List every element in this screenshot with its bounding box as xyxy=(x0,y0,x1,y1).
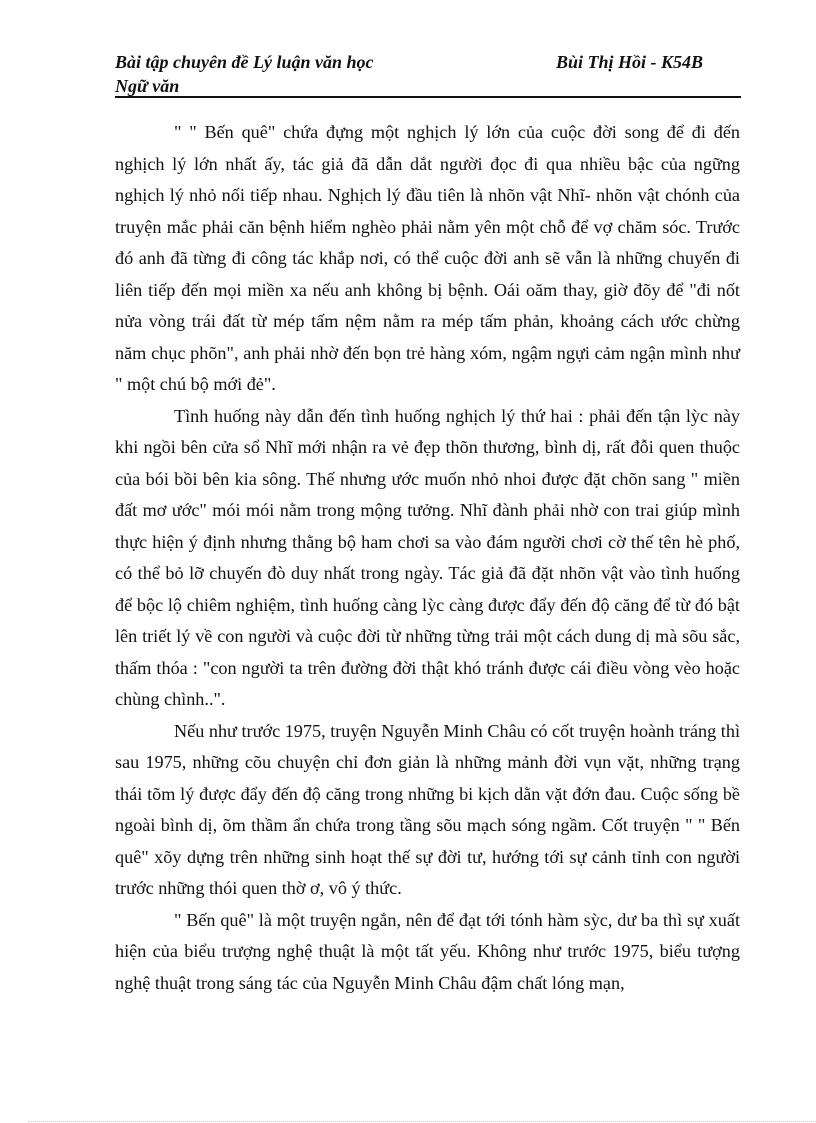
paragraph-4: " Bến quê" là một truyện ngắn, nên để đạt tới tónh hàm sỳc, dư ba thì sự xuất hiện của biểu trượng nghệ thuật là một tất yếu. Không như trước 1975, biểu tượng nghệ thuật trong sáng tác của Nguyễn Minh Châu đậm chất lóng mạn, xyxy=(115,909,740,993)
page-header xyxy=(115,48,741,98)
author-name: Bùi Thị Hồi - K54B xyxy=(556,52,704,72)
document-body xyxy=(115,117,740,999)
document-title xyxy=(115,50,374,98)
paragraph-3: Nếu như trước 1975, truyện Nguyễn Minh Châu có cốt truyện hoành tráng thì sau 1975, những cõu chuyện chỉ đơn giản là những mảnh đời vụn vặt, những trạng thái tõm lý được đẩy đến độ căng trong những bi kịch dằn vặt đớn đau. Cuộc sống bề ngoài bình dị, õm thầm ẩn chứa trong tầng sõu mạch sóng ngầm. Cốt truyện " " Bến quê" xõy dựng trên những sinh hoạt thế sự đời tư, hướng tới sự cảnh tỉnh con người trước những thói quen thờ ơ, vô ý thức. xyxy=(115,720,740,898)
document-title-line2: Ngữ văn xyxy=(115,76,180,96)
paragraph-1: " " Bến quê" chứa đựng một nghịch lý lớn của cuộc đời song để đi đến nghịch lý lớn nhất ấy, tác giả đã dẫn dắt người đọc đi qua nhiều bậc của ngững nghịch lý nhỏ nối tiếp nhau. Nghịch lý đầu tiên là nhõn vật Nhĩ- nhõn vật chónh của truyện mắc phải căn bệnh hiểm nghèo phải nằm yên một chỗ để vợ chăm sóc. Trước đó anh đã từng đi công tác khắp nơi, có thể cuộc đời anh sẽ vẫn là những chuyến đi liên tiếp đến mọi miền xa nếu anh không bị bệnh. Oái oăm thay, giờ đõy để "đi nốt nửa vòng trái đất từ mép tấm nệm nằm ra mép tấm phản, khoảng cách ước chừng năm chục phõn", anh phải nhờ đến bọn trẻ hàng xóm, ngậm ngựi cảm ngận mình như " một chú bộ mới đẻ". xyxy=(115,122,740,394)
page-bottom-divider xyxy=(28,1121,816,1122)
paragraph-2: Tình huống này dẫn đến tình huống nghịch lý thứ hai : phải đến tận lỳc này khi ngồi bên cửa sổ Nhĩ mới nhận ra vẻ đẹp thõn thương, bình dị, rất đỗi quen thuộc của bói bồi bên kia sông. Thế nhưng ước muốn nhỏ nhoi được đặt chõn sang " miền đất mơ ước" mói mói nằm trong mộng tưởng. Nhĩ đành phải nhờ con trai giúp mình thực hiện ý định nhưng thằng bộ ham chơi sa vào đám người chơi cờ thế tên hè phố, có thể bỏ lỡ chuyến đò duy nhất trong ngày. Tác giả đã đặt nhõn vật vào tình huống để bộc lộ chiêm nghiệm, tình huống càng lỳc càng được đẩy đến độ căng để từ đó bật lên triết lý về con người và cuộc đời từ những từng trải một cách dung dị mà sõu sắc, thấm thóa : "con người ta trên đường đời thật khó tránh được cái điều vòng vèo hoặc chùng chình..". xyxy=(115,405,740,709)
document-title-line1: Bài tập chuyên đề Lý luận văn học xyxy=(115,52,374,72)
